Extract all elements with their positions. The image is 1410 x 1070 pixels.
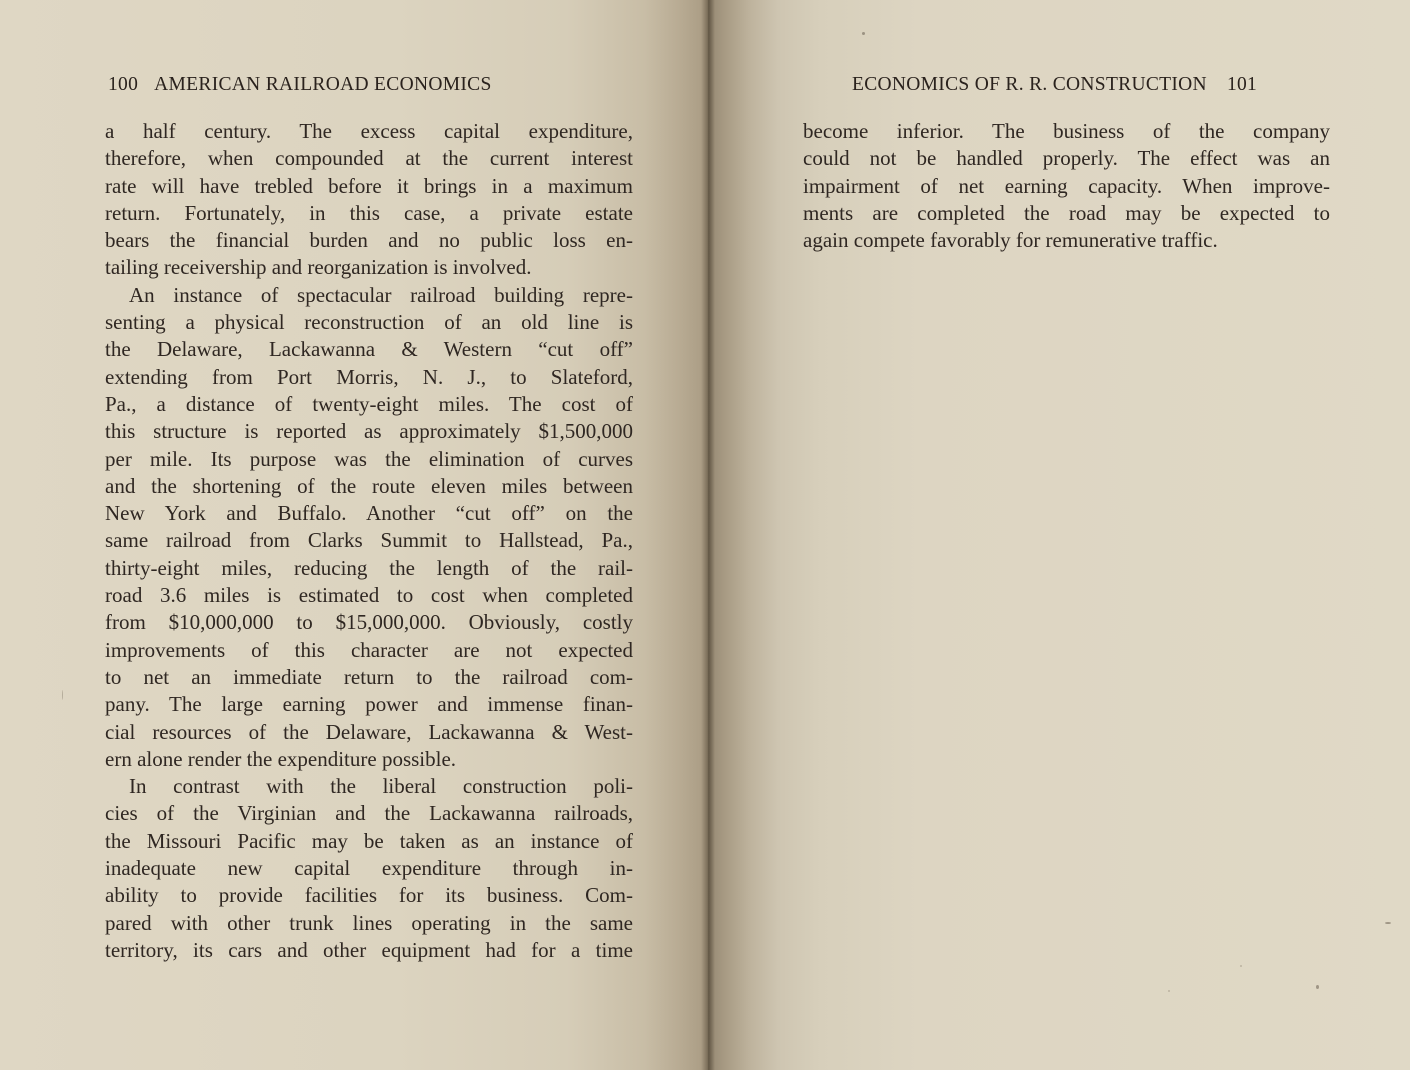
book-gutter — [701, 0, 715, 1070]
text-line: territory, its cars and other equipment had for a time — [105, 937, 633, 962]
text-line: ability to provide facilities for its business. Com- — [105, 883, 633, 908]
text-line: rate will have trebled before it brings in a maximum — [105, 173, 633, 198]
paper-speck — [1316, 985, 1319, 989]
left-body-text — [105, 118, 633, 964]
text-line: road 3.6 miles is estimated to cost when completed — [105, 583, 633, 608]
text-line: pany. The large earning power and immense finan- — [105, 692, 633, 717]
text-line: inadequate new capital expenditure through in- — [105, 856, 633, 881]
left-running-head — [108, 74, 492, 96]
text-line: the Missouri Pacific may be taken as an instance of — [105, 828, 633, 853]
text-line: could not be handled properly. The effect was an — [803, 146, 1330, 171]
left-running-title: AMERICAN RAILROAD ECONOMICS — [154, 74, 492, 95]
text-line: cial resources of the Delaware, Lackawanna & West- — [105, 719, 633, 744]
left-page-number: 100 — [108, 74, 139, 95]
text-line: In contrast with the liberal construction poli- — [129, 774, 633, 799]
text-line: senting a physical reconstruction of an old line is — [105, 310, 633, 335]
text-line: the Delaware, Lackawanna & Western “cut off” — [105, 337, 633, 362]
text-line: again compete favorably for remunerative traffic. — [803, 228, 1218, 253]
text-line: become inferior. The business of the company — [803, 119, 1330, 143]
text-line: ern alone render the expenditure possible. — [105, 746, 457, 771]
text-line: An instance of spectacular railroad building repre- — [129, 282, 633, 307]
text-line: Pa., a distance of twenty-eight miles. The cost of — [105, 391, 633, 416]
paper-speck — [862, 32, 865, 35]
paper-speck — [62, 690, 63, 700]
text-line: to net an immediate return to the railroad com- — [105, 664, 633, 689]
text-line: ments are completed the road may be expected to — [803, 200, 1330, 225]
text-line: a half century. The excess capital expenditure, — [105, 119, 633, 143]
paper-speck — [1385, 922, 1391, 924]
text-line: tailing receivership and reorganization is involved. — [105, 255, 532, 280]
text-line: extending from Port Morris, N. J., to Slateford, — [105, 364, 633, 389]
paper-speck — [1168, 990, 1170, 992]
text-line: from $10,000,000 to $15,000,000. Obviously, costly — [105, 610, 633, 635]
text-line: return. Fortunately, in this case, a private estate — [105, 200, 633, 225]
text-line: impairment of net earning capacity. When improve- — [803, 173, 1330, 198]
text-line: same railroad from Clarks Summit to Hallstead, Pa., — [105, 528, 633, 553]
text-line: cies of the Virginian and the Lackawanna railroads, — [105, 801, 633, 826]
right-body-text — [803, 118, 1330, 254]
right-page-number: 101 — [1226, 74, 1258, 95]
text-line: improvements of this character are not expected — [105, 637, 633, 662]
text-line: New York and Buffalo. Another “cut off” on the — [105, 501, 633, 526]
text-line: bears the financial burden and no public loss en- — [105, 228, 633, 253]
text-line: thirty-eight miles, reducing the length of the rail- — [105, 555, 633, 580]
paper-speck — [1240, 965, 1242, 967]
right-running-head — [852, 74, 1257, 96]
text-line: therefore, when compounded at the current interest — [105, 146, 633, 171]
text-line: per mile. Its purpose was the elimination of curves — [105, 446, 633, 471]
text-line: this structure is reported as approximately $1,500,000 — [105, 419, 633, 444]
text-line: pared with other trunk lines operating in the same — [105, 910, 633, 935]
text-line: and the shortening of the route eleven miles between — [105, 473, 633, 498]
right-running-title: ECONOMICS OF R. R. CONSTRUCTION — [852, 74, 1207, 95]
